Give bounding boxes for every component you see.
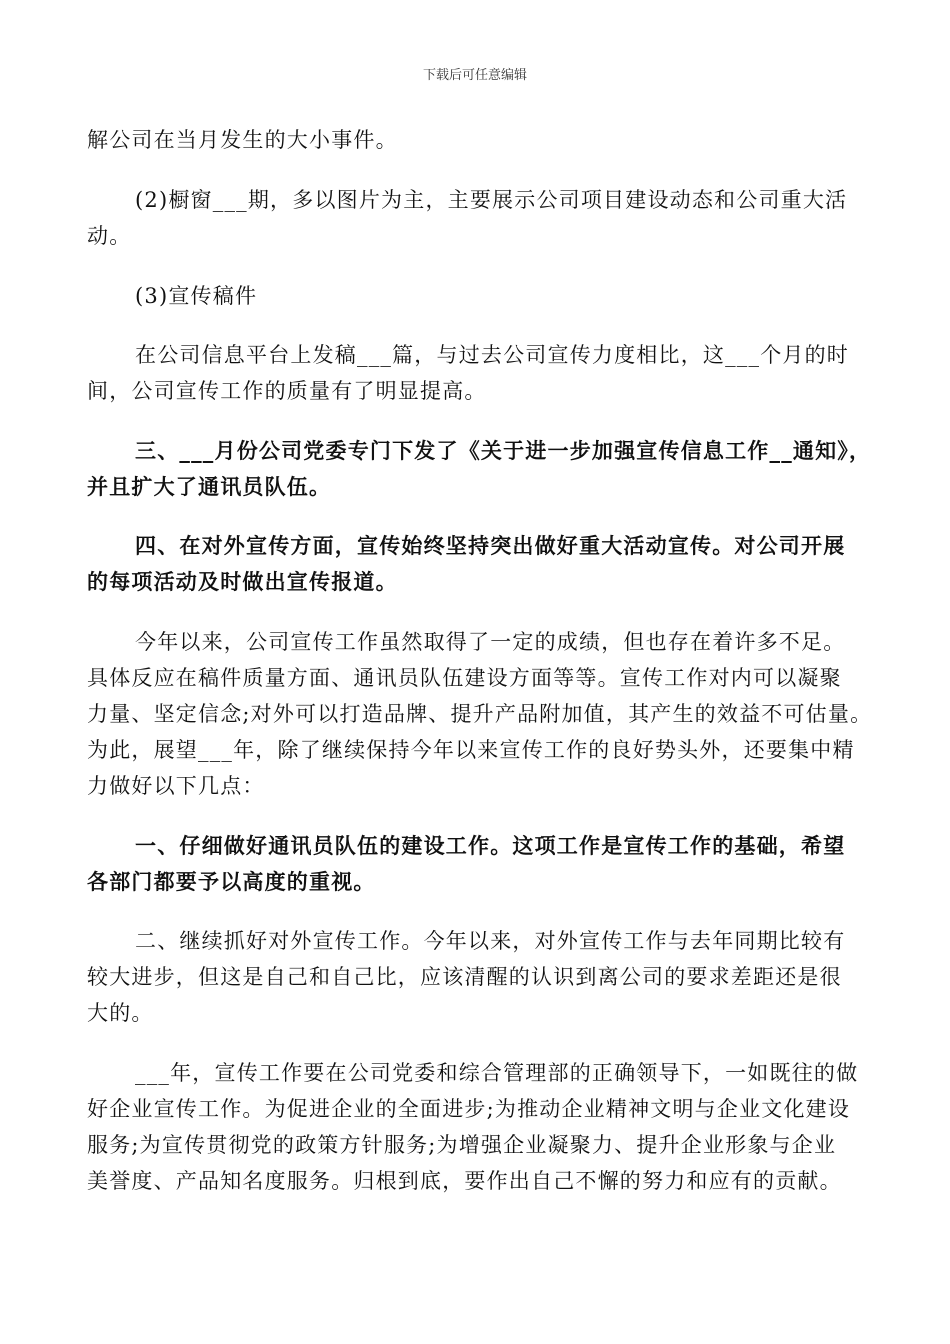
text-line: 在公司信息平台上发稿___篇，与过去公司宣传力度相比，这___个月的时: [135, 343, 849, 367]
section-heading: 各部门都要予以高度的重视。: [87, 869, 376, 894]
text-line: 今年以来，公司宣传工作虽然取得了一定的成绩，但也存在着许多不足。: [135, 630, 846, 654]
text-line: 美誉度、产品知名度服务。归根到底，要作出自己不懈的努力和应有的贡献。: [87, 1169, 842, 1193]
text-line: 二、继续抓好对外宣传工作。今年以来，对外宣传工作与去年同期比较有: [135, 929, 846, 953]
section-heading: 四、在对外宣传方面，宣传始终坚持突出做好重大活动宣传。对公司开展: [135, 533, 846, 558]
text-line: ___年，宣传工作要在公司党委和综合管理部的正确领导下，一如既往的做: [135, 1061, 859, 1085]
section-heading: 并且扩大了通讯员队伍。: [87, 474, 332, 499]
text-line: 力量、坚定信念;对外可以打造品牌、提升产品附加值，其产生的效益不可估量。: [87, 702, 873, 726]
text-line: 好企业宣传工作。为促进企业的全面进步;为推动企业精神文明与企业文化建设: [87, 1097, 851, 1121]
page-header: 下载后可任意编辑: [422, 68, 527, 83]
text-line: 动。: [87, 224, 132, 248]
text-line: 较大进步，但这是自己和自己比，应该清醒的认识到离公司的要求差距还是很: [87, 965, 842, 989]
text-line: 具体反应在稿件质量方面、通讯员队伍建设方面等等。宣传工作对内可以凝聚: [87, 666, 842, 690]
text-line: 力做好以下几点：: [87, 774, 265, 798]
text-line: 大的。: [87, 1001, 154, 1025]
section-heading: 一、仔细做好通讯员队伍的建设工作。这项工作是宣传工作的基础，希望: [135, 833, 846, 858]
text-line: 间，公司宣传工作的质量有了明显提高。: [87, 379, 487, 403]
section-heading: 的每项活动及时做出宣传报道。: [87, 569, 398, 594]
text-line: 服务;为宣传贯彻党的政策方针服务;为增强企业凝聚力、提升企业形象与企业: [87, 1133, 837, 1157]
text-line: (3)宣传稿件: [135, 284, 258, 308]
section-heading: 三、___月份公司党委专门下发了《关于进一步加强宣传信息工作__通知》，: [135, 438, 872, 463]
text-line: (2)橱窗___期，多以图片为主，主要展示公司项目建设动态和公司重大活: [135, 188, 848, 212]
text-line: 为此，展望___年，除了继续保持今年以来宣传工作的良好势头外，还要集中精: [87, 738, 855, 762]
text-line: 解公司在当月发生的大小事件。: [87, 128, 398, 152]
